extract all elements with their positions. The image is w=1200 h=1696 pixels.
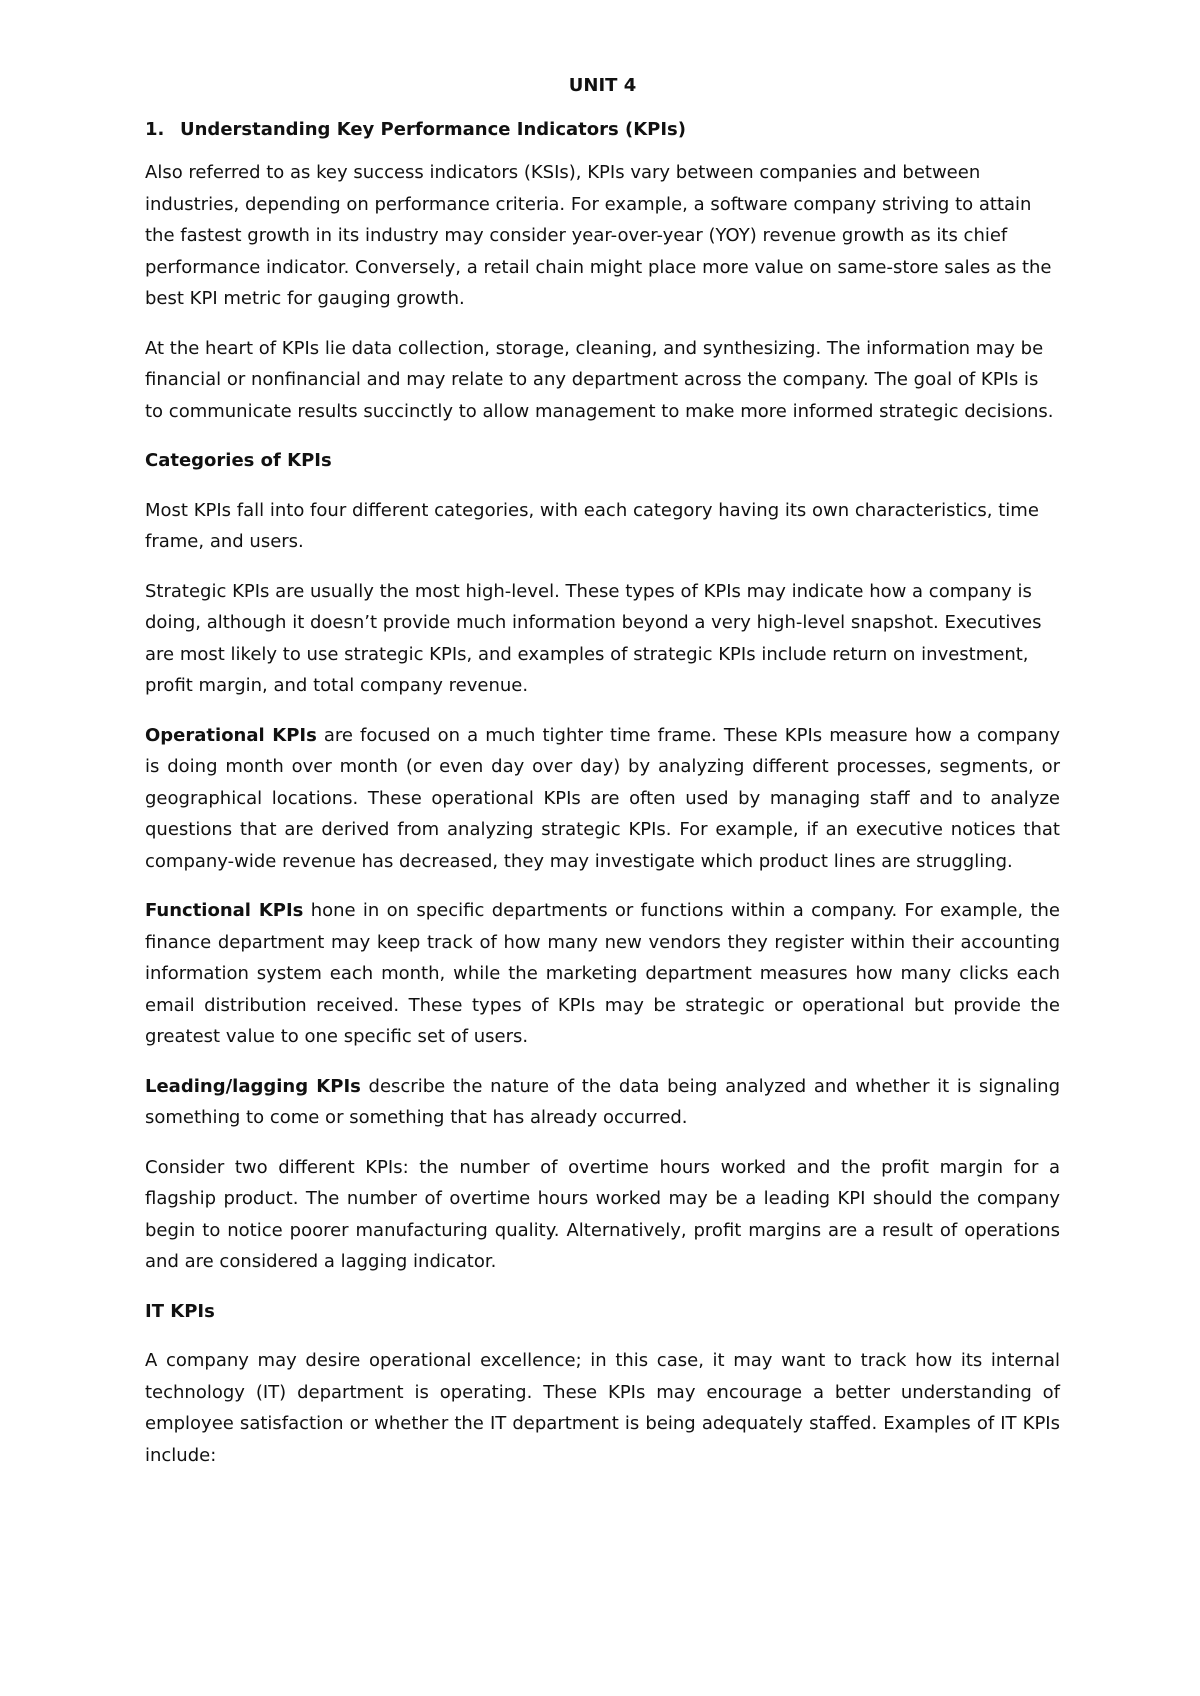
leading-lagging-kpis-paragraph — [145, 1071, 1060, 1134]
document-page — [145, 70, 1060, 1489]
it-kpis-heading: IT KPIs — [145, 1300, 215, 1322]
kpi-heart-paragraph: At the heart of KPIs lie data collection, storage, cleaning, and synthesizing. The information may be financial or nonfinancial and may relate to any department across the company. The goal of KPIs is to communicate results succinctly to allow management to make more informed strategic decisions. — [145, 337, 1054, 422]
consider-kpis-paragraph: Consider two different KPIs: the number of overtime hours worked and the profit margin for a flagship product. The number of overtime hours worked may be a leading KPI should the company begin to notice poorer manufacturing quality. Alternatively, profit margins are a result of operations and are considered a lagging indicator. — [145, 1156, 1060, 1272]
functional-kpis-term: Functional KPIs — [145, 900, 304, 921]
operational-kpis-term: Operational KPIs — [145, 724, 317, 746]
section-number: 1. — [145, 118, 165, 140]
operational-kpis-text: are focused on a much tighter time frame. These KPIs measure how a company is doing month over month (or even day over day) by analyzing different processes, segments, or geographical locations. These operational KPIs are often used by managing staff and to analyze questions that are derived from analyzing strategic KPIs. For example, if an executive notices that company-wide revenue has decreased, they may investigate which product lines are struggling. — [145, 724, 1060, 872]
functional-kpis-text: hone in on specific departments or functions within a company. For example, the finance department may keep track of how many new vendors they register within their accounting information system each month, while the marketing department measures how many clicks each email distribution received. These types of KPIs may be strategic or operational but provide the greatest value to one specific set of users. — [145, 900, 1060, 1047]
it-kpis-paragraph: A company may desire operational excellence; in this case, it may want to track how its internal technology (IT) department is operating. These KPIs may encourage a better understanding of employee satisfaction or whether the IT department is being adequately staffed. Examples of IT KPIs include: — [145, 1350, 1060, 1466]
intro-paragraph: Also referred to as key success indicators (KSIs), KPIs vary between companies and between industries, depending on performance criteria. For example, a software company striving to attain the fastest growth in its industry may consider year-over-year (YOY) revenue growth as its chief performance indicator. Conversely, a retail chain might place more value on same-store sales as the best KPI metric for gauging growth. — [145, 162, 1052, 309]
section-heading-text: Understanding Key Performance Indicators (KPIs) — [180, 118, 686, 140]
functional-kpis-paragraph — [145, 895, 1060, 1053]
leading-lagging-kpis-term: Leading/lagging KPIs — [145, 1075, 361, 1097]
categories-heading: Categories of KPIs — [145, 450, 332, 471]
categories-intro-paragraph: Most KPIs fall into four different categories, with each category having its own characteristics, time frame, and users. — [145, 499, 1039, 552]
strategic-kpis-paragraph: Strategic KPIs are usually the most high-level. These types of KPIs may indicate how a company is doing, although it doesn’t provide much information beyond a very high-level snapshot. Executives are most likely to use strategic KPIs, and examples of strategic KPIs include return on investment, profit margin, and total company revenue. — [145, 580, 1042, 696]
leading-lagging-kpis-text: describe the nature of the data being analyzed and whether it is signaling something to come or something that has already occurred. — [145, 1075, 1060, 1128]
operational-kpis-paragraph — [145, 720, 1060, 878]
section-heading — [145, 114, 1060, 146]
page-title: UNIT 4 — [568, 75, 637, 96]
